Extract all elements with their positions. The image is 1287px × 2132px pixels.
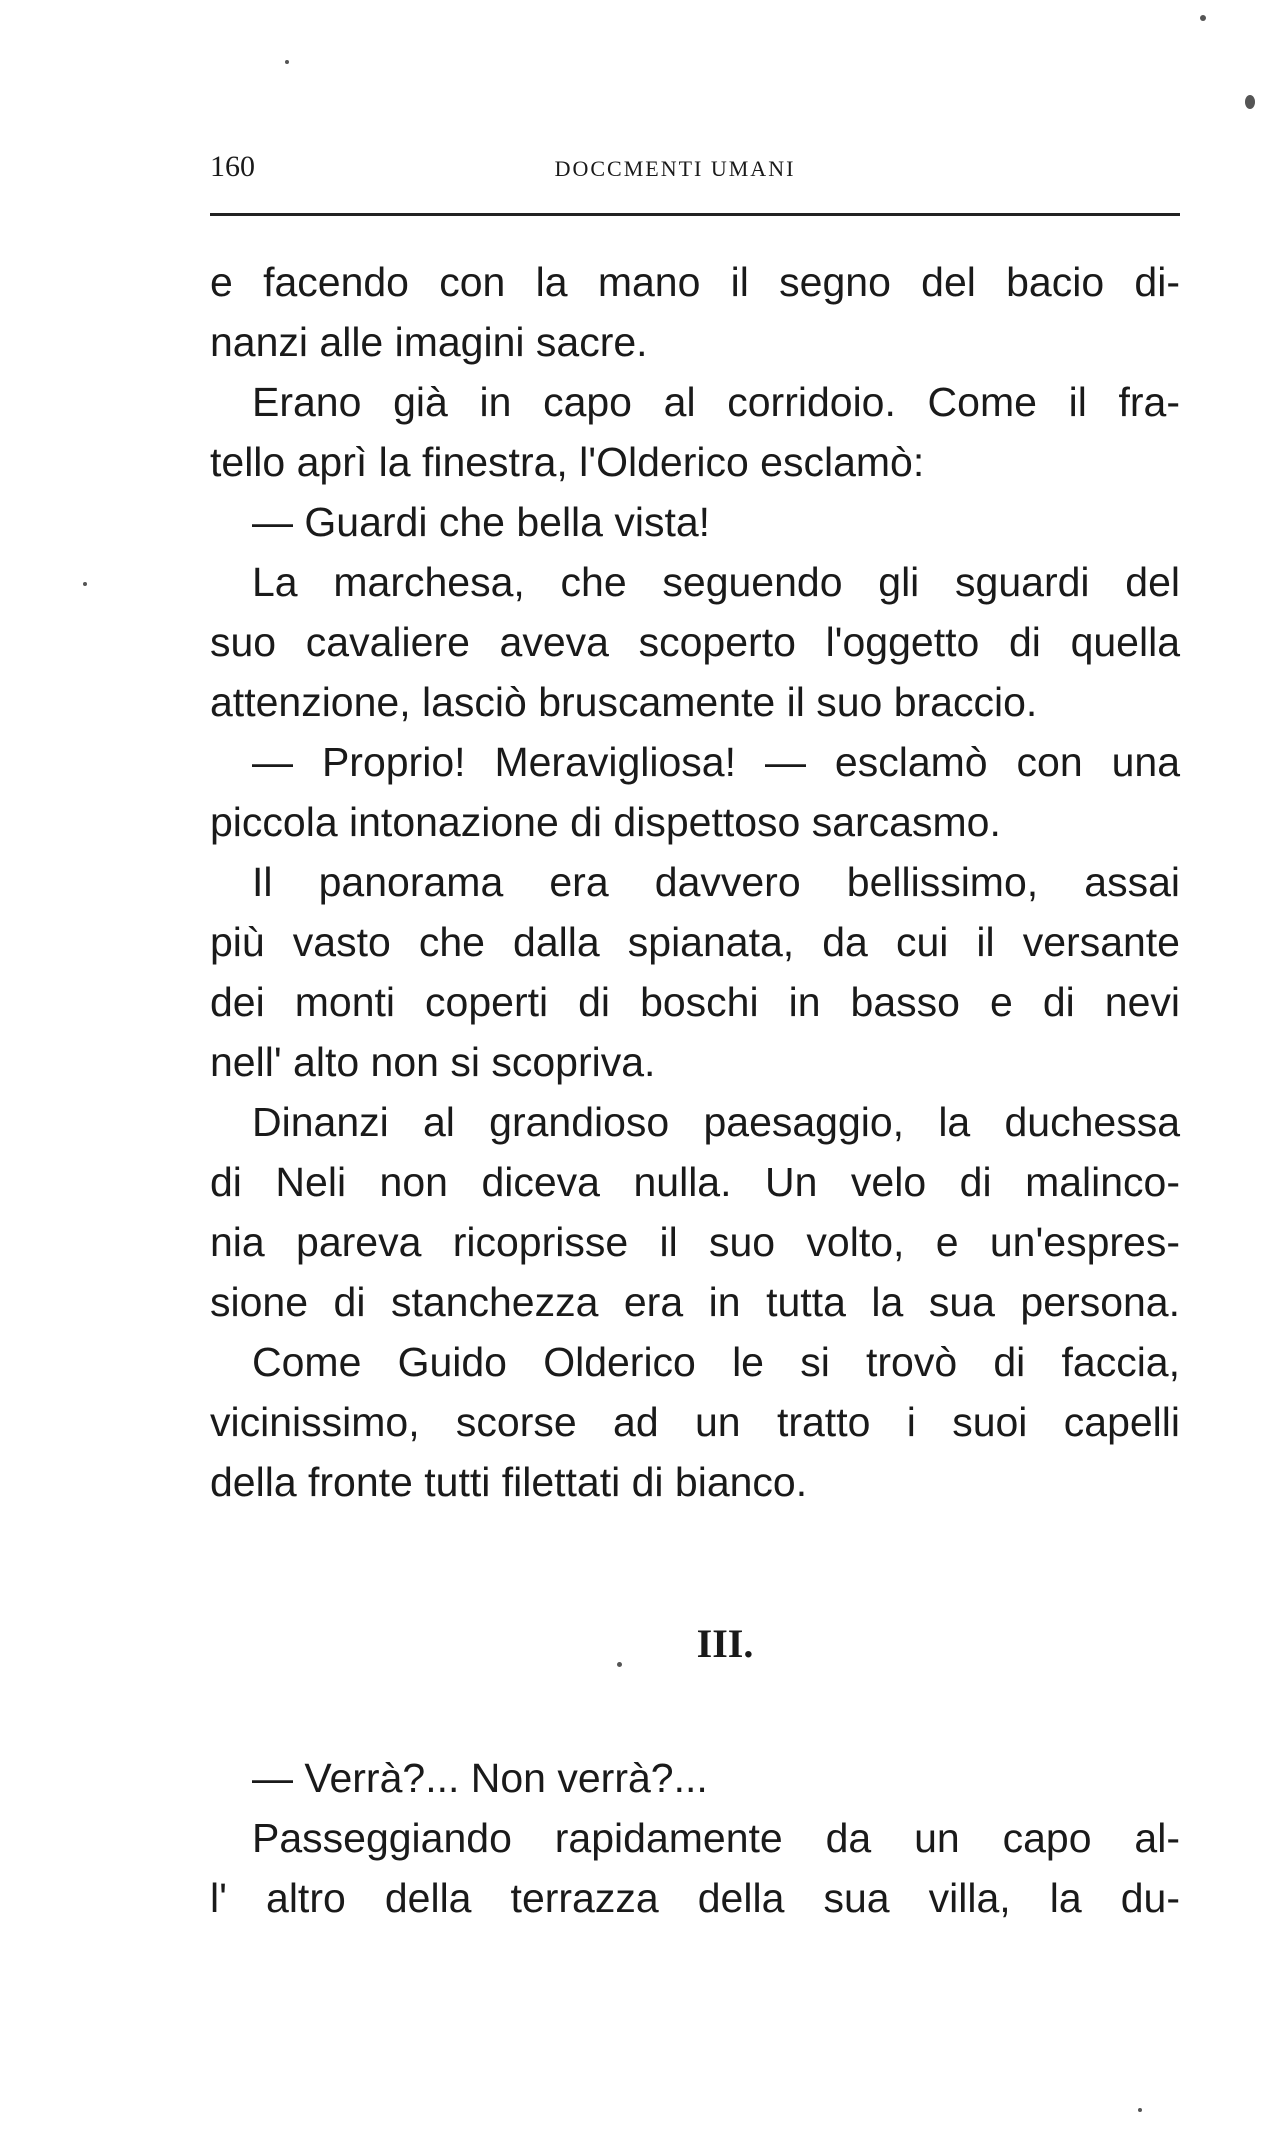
text-line: — Guardi che bella vista! <box>252 499 711 545</box>
text-line: Erano già in capo al corridoio. Come il fra- <box>252 379 1180 425</box>
text-line: attenzione, lasciò bruscamente il suo braccio. <box>210 679 1038 725</box>
body-text-part-1 <box>210 252 1180 1512</box>
text-line: — Proprio! Meravigliosa! — esclamò con una <box>252 739 1180 785</box>
text-line: tello aprì la finestra, l'Olderico esclamò: <box>210 439 925 485</box>
scan-speck <box>1245 95 1255 109</box>
scan-speck <box>1138 2108 1142 2112</box>
scan-speck <box>1200 15 1206 21</box>
body-text-part-2 <box>210 1748 1180 1928</box>
text-line: più vasto che dalla spianata, da cui il versante <box>210 919 1180 965</box>
text-line: sione di stanchezza era in tutta la sua persona. <box>210 1279 1180 1325</box>
text-line: — Verrà?... Non verrà?... <box>252 1755 708 1801</box>
running-title: DOCCMENTI UMANI <box>554 156 796 181</box>
text-line: piccola intonazione di dispettoso sarcasmo. <box>210 799 1001 845</box>
text-line: di Neli non diceva nulla. Un velo di malinco- <box>210 1159 1180 1205</box>
section-heading: III. <box>696 1621 754 1666</box>
text-line: vicinissimo, scorse ad un tratto i suoi capelli <box>210 1399 1180 1445</box>
page-header <box>210 150 1180 190</box>
text-line: della fronte tutti filettati di bianco. <box>210 1459 808 1505</box>
text-line: Come Guido Olderico le si trovò di faccia, <box>252 1339 1180 1385</box>
text-line: Il panorama era davvero bellissimo, assai <box>252 859 1180 905</box>
scan-speck <box>83 582 87 586</box>
page-number: 160 <box>210 150 255 183</box>
text-line: e facendo con la mano il segno del bacio di- <box>210 259 1180 305</box>
text-line: nanzi alle imagini sacre. <box>210 319 648 365</box>
text-line: l' altro della terrazza della sua villa, la du- <box>210 1875 1180 1921</box>
text-line: dei monti coperti di boschi in basso e di nevi <box>210 979 1180 1025</box>
text-line: suo cavaliere aveva scoperto l'oggetto di quella <box>210 619 1180 665</box>
text-line: nia pareva ricoprisse il suo volto, e un'espres- <box>210 1219 1180 1265</box>
scan-speck <box>617 1662 622 1667</box>
text-line: Passeggiando rapidamente da un capo al- <box>252 1815 1180 1861</box>
text-line: Dinanzi al grandioso paesaggio, la duchessa <box>252 1099 1180 1145</box>
header-rule <box>210 213 1180 216</box>
text-line: La marchesa, che seguendo gli sguardi del <box>252 559 1180 605</box>
scan-speck <box>285 60 289 64</box>
text-line: nell' alto non si scopriva. <box>210 1039 656 1085</box>
